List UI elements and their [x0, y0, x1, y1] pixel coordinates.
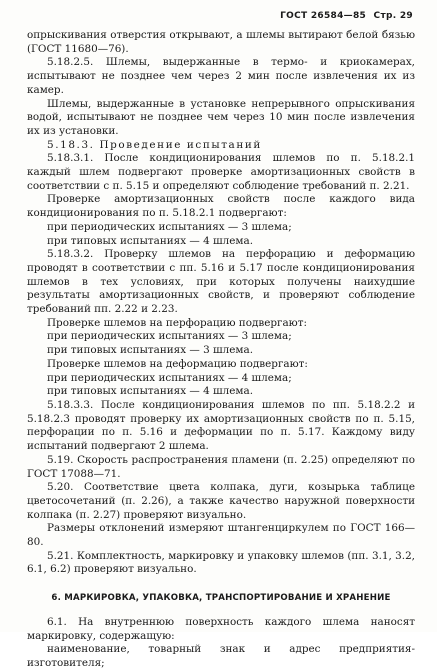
- paragraph: 5.18.3.3. После кондиционирования шлемов по пп. 5.18.2.2 и 5.18.2.3 проводят проверку их амортизационных свойств по п. 5.15, перфорации по п. 5.16 и деформации по п. 5.17. Каждому виду испытаний подвергают 2 шлема.: [27, 398, 415, 453]
- paragraph: наименование, товарный знак и адрес предприятия-изготовителя;: [27, 643, 415, 669]
- list-item: при периодических испытаниях — 3 шлема;: [47, 220, 292, 233]
- paragraph: Проверке шлемов на деформацию подвергают:: [47, 357, 308, 370]
- list-item: при типовых испытаниях — 4 шлема.: [47, 234, 253, 247]
- page-header: [276, 11, 413, 21]
- paragraph: Размеры отклонений измеряют штангенциркулем по ГОСТ 166—80.: [27, 522, 415, 549]
- list-item: при периодических испытаниях — 4 шлема;: [47, 371, 292, 384]
- paragraph: 6.1. На внутреннюю поверхность каждого шлема наносят маркировку, содержащую:: [27, 615, 415, 642]
- document-body: [27, 29, 415, 671]
- section-title: 6. МАРКИРОВКА, УПАКОВКА, ТРАНСПОРТИРОВАНИЕ И ХРАНЕНИЕ: [51, 593, 391, 604]
- list-item: при типовых испытаниях — 4 шлема.: [47, 385, 253, 398]
- paragraph: Проверке амортизационных свойств после каждого вида кондиционирования по п. 5.18.2.1 подвергают:: [27, 193, 415, 220]
- paragraph: 5.19. Скорость распространения пламени (п. 2.25) определяют по ГОСТ 17088—71.: [27, 453, 415, 480]
- page-number: Стр. 29: [373, 11, 413, 21]
- standard-number: ГОСТ 26584—85: [280, 11, 367, 21]
- list-item: при типовых испытаниях — 3 шлема.: [47, 344, 253, 357]
- paragraph: 5.20. Соответствие цвета колпака, дуги, козырька таблице цветосочетаний (п. 2.26), а также качество наружной поверхности колпака (п. 2.27) проверяют визуально.: [27, 481, 415, 521]
- paragraph: 5.21. Комплектность, маркировку и упаковку шлемов (пп. 3.1, 3.2, 6.1, 6.2) проверяют визуально.: [27, 549, 415, 576]
- paragraph: 5.18.3.1. После кондиционирования шлемов по п. 5.18.2.1 каждый шлем подвергают проверке амортизационных свойств в соответствии с п. 5.15 и определяют соблюдение требований п. 2.21.: [27, 152, 415, 192]
- paragraph: Проверке шлемов на перфорацию подвергают:: [47, 316, 307, 329]
- paragraph: Шлемы, выдержанные в установке непрерывного опрыскивания водой, испытывают не позднее чем через 10 мин после извлечения их из установки.: [27, 97, 415, 137]
- subsection-heading: 5.18.3. Проведение испытаний: [47, 138, 262, 151]
- paragraph: 5.18.2.5. Шлемы, выдержанные в термо- и криокамерах, испытывают не позднее чем через 2 мин после извлечения их из камер.: [27, 56, 415, 96]
- list-item: при периодических испытаниях — 3 шлема;: [47, 330, 292, 343]
- paragraph: 5.18.3.2. Проверку шлемов на перфорацию и деформацию проводят в соответствии с пп. 5.16 и 5.17 после кондиционирования шлемов в тех условиях, при которых получены наихудшие результаты амортизационных свойств, и проверяют соблюдение требований пп. 2.22 и 2.23.: [27, 248, 415, 316]
- paragraph: опрыскивания отверстия открывают, а шлемы вытирают белой бязью (ГОСТ 11680—76).: [27, 29, 415, 55]
